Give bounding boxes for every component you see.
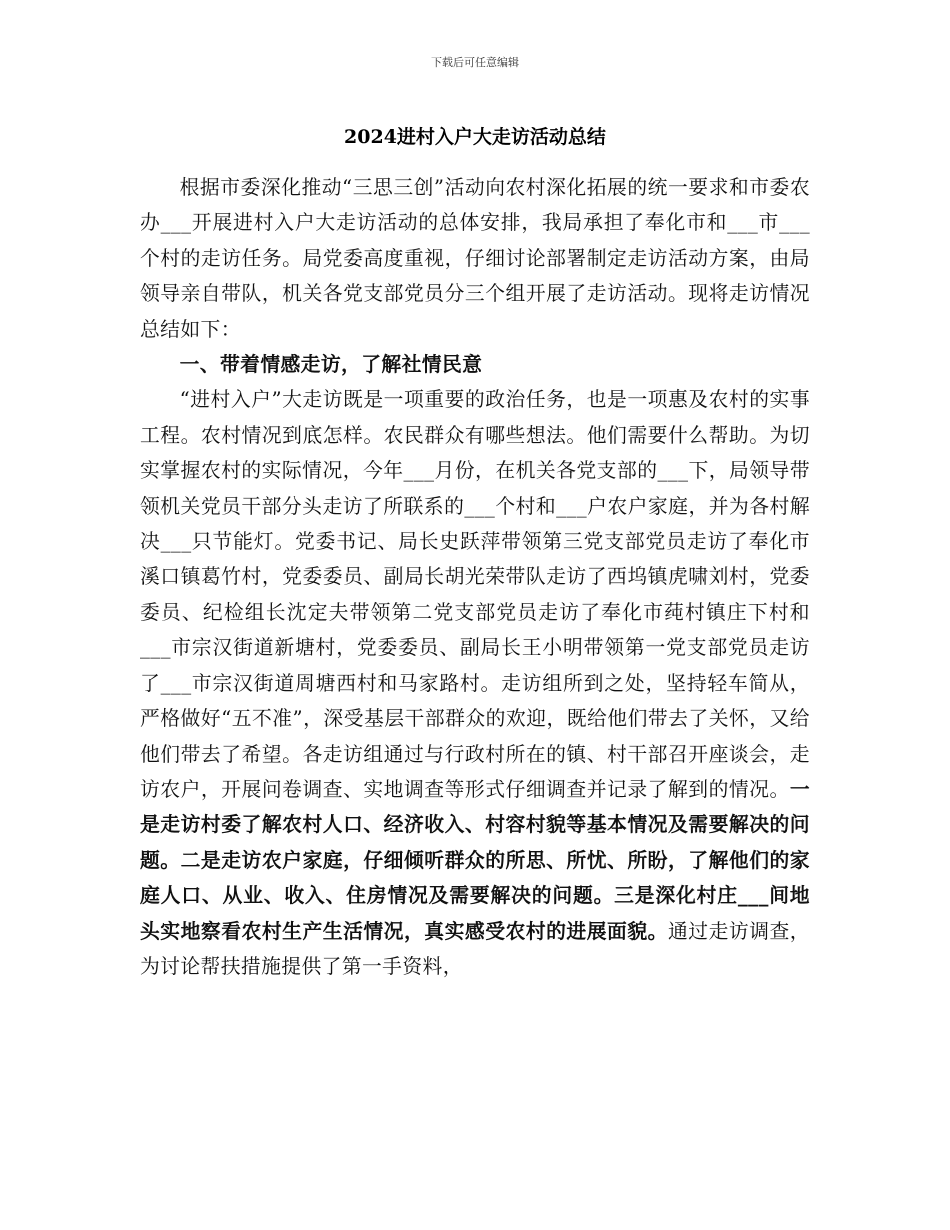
section-1-text-end: 通过走访调查，为讨论帮扶措施提供了第一手资料， — [140, 919, 810, 978]
header-note: 下载后可任意编辑 — [431, 56, 519, 69]
section-1-paragraph — [140, 382, 810, 984]
section-1-text-start: “进村入户”大走访既是一项重要的政治任务，也是一项惠及农村的实事工程。农村情况到底怎样。农民群众有哪些想法。他们需要什么帮助。为切实掌握农村的实际情况，今年___月份，在机关各党支部的___下，局领导带领机关党员干部分头走访了所联系的___个村和___户农户家庭，并为各村解决___只节能灯。党委书记、局长史跃萍带领第三党支部党员走访了奉化市溪口镇葛竹村，党委委员、副局长胡光荣带队走访了西坞镇虎啸刘村，党委委员、纪检组长沈定夫带领第二党支部党员走访了奉化市莼村镇庄下村和___市宗汉街道新塘村，党委委员、副局长王小明带领第一党支部党员走访了___市宗汉街道周塘西村和马家路村。走访组所到之处，坚持轻车简从，严格做好“五不准”，深受基层干部群众的欢迎，既给他们带去了关怀，又给他们带去了希望。各走访组通过与行政村所在的镇、村干部召开座谈会，走访农户，开展问卷调查、实地调查等形式仔细调查并记录了解到的情况。 — [140, 388, 810, 801]
intro-paragraph: 根据市委深化推动“三思三创”活动向农村深化拓展的统一要求和市委农办___开展进村入户大走访活动的总体安排，我局承担了奉化市和___市___个村的走访任务。局党委高度重视，仔细讨论部署制定走访活动方案，由局领导亲自带队，机关各党支部党员分三个组开展了走访活动。现将走访情况总结如下： — [140, 176, 810, 341]
document-body — [140, 170, 810, 984]
document-title: 2024进村入户大走访活动总结 — [344, 126, 606, 148]
section-1-heading: 一、带着情感走访，了解社情民意 — [179, 352, 483, 377]
section-1-bold-text: 一是走访村委了解农村人口、经济收入、村容村貌等基本情况及需要解决的问题。二是走访农户家庭，仔细倾听群众的所思、所忧、所盼，了解他们的家庭人口、从业、收入、住房情况及需要解决的问题。三是深化村庄___间地头实地察看农村生产生活情况，真实感受农村的进展面貌。 — [140, 776, 810, 943]
